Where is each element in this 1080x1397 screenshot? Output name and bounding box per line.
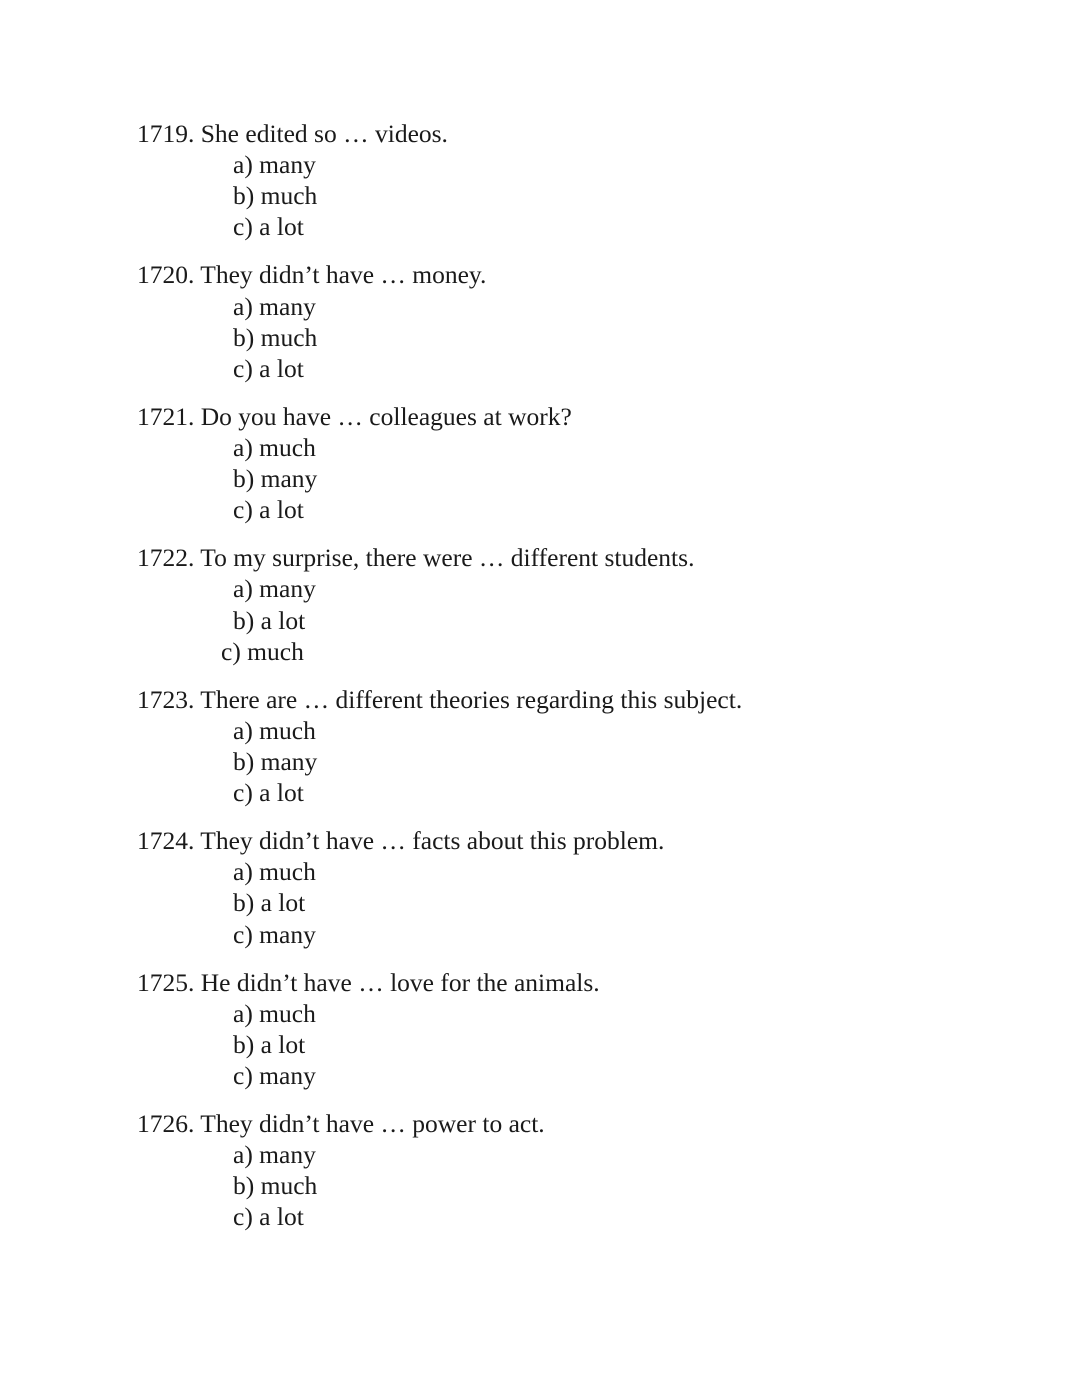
option-item[interactable]: b) a lot	[233, 605, 306, 635]
question-block	[137, 542, 960, 666]
question-block	[137, 401, 960, 525]
question-block	[137, 1108, 960, 1232]
option-item[interactable]: b) many	[233, 464, 318, 494]
option-item[interactable]: a) many	[233, 1140, 316, 1170]
question-text: 1722. To my surprise, there were … different students.	[137, 543, 695, 573]
option-list	[137, 432, 960, 525]
option-item[interactable]: c) a lot	[233, 778, 304, 808]
option-list	[137, 149, 960, 242]
option-item[interactable]: c) a lot	[233, 212, 304, 242]
option-item[interactable]: c) a lot	[233, 1202, 304, 1232]
option-item[interactable]: c) many	[233, 919, 316, 949]
option-list	[137, 856, 960, 949]
question-text: 1726. They didn’t have … power to act.	[137, 1109, 545, 1139]
option-item[interactable]: c) many	[233, 1060, 316, 1090]
option-item[interactable]: c) a lot	[233, 353, 304, 383]
option-item[interactable]: a) much	[233, 715, 316, 745]
option-item[interactable]: c) a lot	[233, 495, 304, 525]
question-block	[137, 118, 960, 242]
option-list	[137, 573, 960, 666]
option-item[interactable]: b) much	[233, 1171, 318, 1201]
option-item[interactable]: b) much	[233, 322, 318, 352]
option-list	[137, 1139, 960, 1232]
question-text: 1724. They didn’t have … facts about this problem.	[137, 826, 665, 856]
option-item[interactable]: c) much	[221, 636, 304, 666]
option-item[interactable]: b) many	[233, 746, 318, 776]
question-text: 1719. She edited so … videos.	[137, 119, 448, 148]
option-item[interactable]: a) much	[233, 432, 316, 462]
question-text: 1720. They didn’t have … money.	[137, 260, 487, 290]
option-item[interactable]: a) much	[233, 998, 316, 1028]
option-item[interactable]: a) many	[233, 150, 316, 180]
question-text: 1725. He didn’t have … love for the animals.	[137, 967, 600, 997]
question-text: 1723. There are … different theories regarding this subject.	[137, 684, 743, 714]
option-list	[137, 715, 960, 808]
option-item[interactable]: b) a lot	[233, 888, 306, 918]
question-block	[137, 825, 960, 949]
question-block	[137, 684, 960, 808]
option-item[interactable]: a) much	[233, 857, 316, 887]
option-item[interactable]: b) a lot	[233, 1029, 306, 1059]
option-item[interactable]: a) many	[233, 291, 316, 321]
question-list	[137, 118, 960, 1233]
question-block	[137, 967, 960, 1091]
option-item[interactable]: a) many	[233, 574, 316, 604]
option-item[interactable]: b) much	[233, 181, 318, 211]
question-text: 1721. Do you have … colleagues at work?	[137, 401, 572, 431]
option-list	[137, 998, 960, 1091]
option-list	[137, 291, 960, 384]
question-block	[137, 259, 960, 383]
